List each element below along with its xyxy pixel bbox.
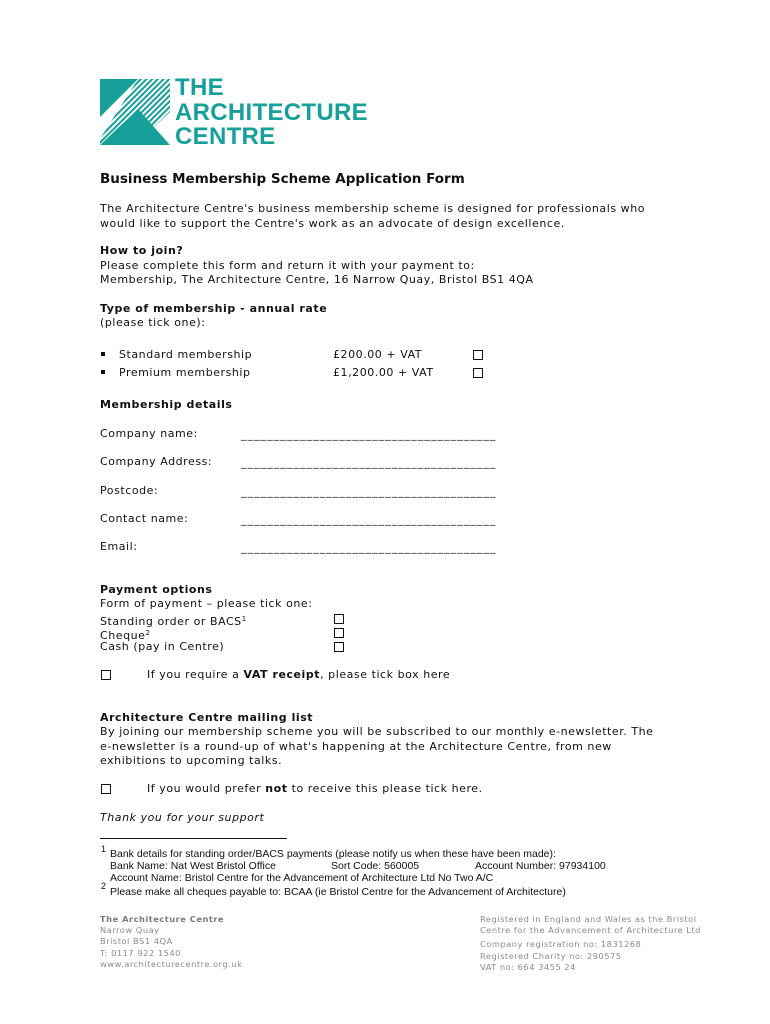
opt-out-text-bold: not [265,782,288,795]
email-label: Email: [100,540,138,553]
email-field[interactable]: _______________________________________ [241,541,497,554]
contact-name-field[interactable]: _______________________________________ [241,513,497,526]
sort-code: Sort Code: 560005 [331,860,420,872]
standard-membership-checkbox[interactable] [473,350,483,360]
footnote-ref-1: 1 [241,615,247,623]
footnote-1-text: Bank details for standing order/BACS payments (please notify us when these have been made): [110,848,556,860]
company-name-field[interactable]: _______________________________________ [241,428,497,441]
membership-details-heading: Membership details [100,398,233,411]
standard-membership-price: £200.00 + VAT [333,348,423,361]
payment-option-cash: Cash (pay in Centre) [100,640,225,653]
mailing-list-heading: Architecture Centre mailing list [100,711,314,724]
postcode-field[interactable]: _______________________________________ [241,485,497,498]
payment-options-subheading: Form of payment – please tick one: [100,597,313,610]
footer-address-line-2: Bristol BS1 4QA [100,936,173,947]
vat-receipt-checkbox[interactable] [101,670,111,680]
bullet-icon [101,370,105,374]
footer-address-line-1: Narrow Quay [100,925,160,936]
logo-mark-icon [100,79,170,145]
vat-receipt-label [147,668,450,683]
mailing-list-paragraph: By joining our membership scheme you will be subscribed to our monthly e-newsletter. The e-newsletter is a round-up of what's happening at the Architecture Centre, from new exhibitions to upcoming talks. [100,725,654,767]
footer-charity-no: Registered Charity no: 290575 [480,950,622,961]
standard-membership-label: Standard membership [119,348,253,361]
footnote-number-1: 1 [101,844,107,854]
intro-paragraph: The Architecture Centre's business membership scheme is designed for professionals who would like to support the Centre's work as an advocate of design excellence. [100,202,645,230]
cash-checkbox[interactable] [334,642,344,652]
postcode-label: Postcode: [100,484,159,497]
company-address-label: Company Address: [100,455,213,468]
opt-out-text-pre: If you would prefer [147,782,266,795]
membership-type-heading: Type of membership - annual rate [100,302,328,315]
mailing-opt-out-label [147,782,483,797]
contact-name-label: Contact name: [100,512,189,525]
footer-company-reg: Company registration no: 1831268 [480,939,642,950]
payment-options-heading: Payment options [100,583,213,596]
page-title: Business Membership Scheme Application Form [100,171,465,187]
footer-org-name: The Architecture Centre [100,914,225,924]
vat-receipt-text-pre: If you require a [147,668,244,681]
bacs-checkbox[interactable] [334,614,344,624]
logo-line-1: THE [175,74,224,101]
payment-option-cheque-label: Cheque [100,629,146,642]
footnote-ref-2: 2 [145,629,151,637]
architecture-centre-logo [100,74,368,150]
footer-phone: T: 0117 922 1540 [100,947,181,958]
footer-registration [480,914,701,973]
premium-membership-label: Premium membership [119,366,251,379]
vat-receipt-text-post: , please tick box here [320,668,451,681]
how-to-join-address: Membership, The Architecture Centre, 16 Narrow Quay, Bristol BS1 4QA [100,273,534,286]
thanks-text: Thank you for your support [100,811,265,824]
cheque-checkbox[interactable] [334,628,344,638]
bank-name: Bank Name: Nat West Bristol Office [110,860,276,872]
how-to-join-line-1: Please complete this form and return it with your payment to: [100,259,475,272]
footer-vat-no: VAT no: 664 3455 24 [480,961,576,972]
opt-out-text-post: to receive this please tick here. [287,782,483,795]
footer-reg-line-2: Centre for the Advancement of Architecture Ltd [480,925,701,936]
footnote-divider [100,838,287,839]
vat-receipt-text-bold: VAT receipt [243,668,321,681]
premium-membership-checkbox[interactable] [473,368,483,378]
account-number: Account Number: 97934100 [475,860,606,872]
bullet-icon [101,352,105,356]
membership-type-subheading: (please tick one): [100,316,206,329]
mailing-opt-out-checkbox[interactable] [101,784,111,794]
account-name: Account Name: Bristol Centre for the Advancement of Architecture Ltd No Two A/C [110,872,494,884]
footer-address [100,914,242,970]
company-name-label: Company name: [100,427,198,440]
premium-membership-price: £1,200.00 + VAT [333,366,434,379]
company-address-field[interactable]: _______________________________________ [241,456,497,469]
payment-option-bacs-label: Standing order or BACS [100,615,242,628]
how-to-join-heading: How to join? [100,244,184,257]
footer-reg-line-1: Registered in England and Wales as the Bristol [480,914,697,924]
logo-wordmark [175,76,368,150]
logo-line-2: ARCHITECTURE [175,98,368,126]
footer-website-link[interactable]: www.architecturecentre.org.uk [100,958,243,969]
logo-line-3: CENTRE [175,123,276,150]
footnote-2-text: Please make all cheques payable to: BCAA (ie Bristol Centre for the Advancement of Architecture) [110,886,566,898]
footnote-number-2: 2 [101,881,107,891]
